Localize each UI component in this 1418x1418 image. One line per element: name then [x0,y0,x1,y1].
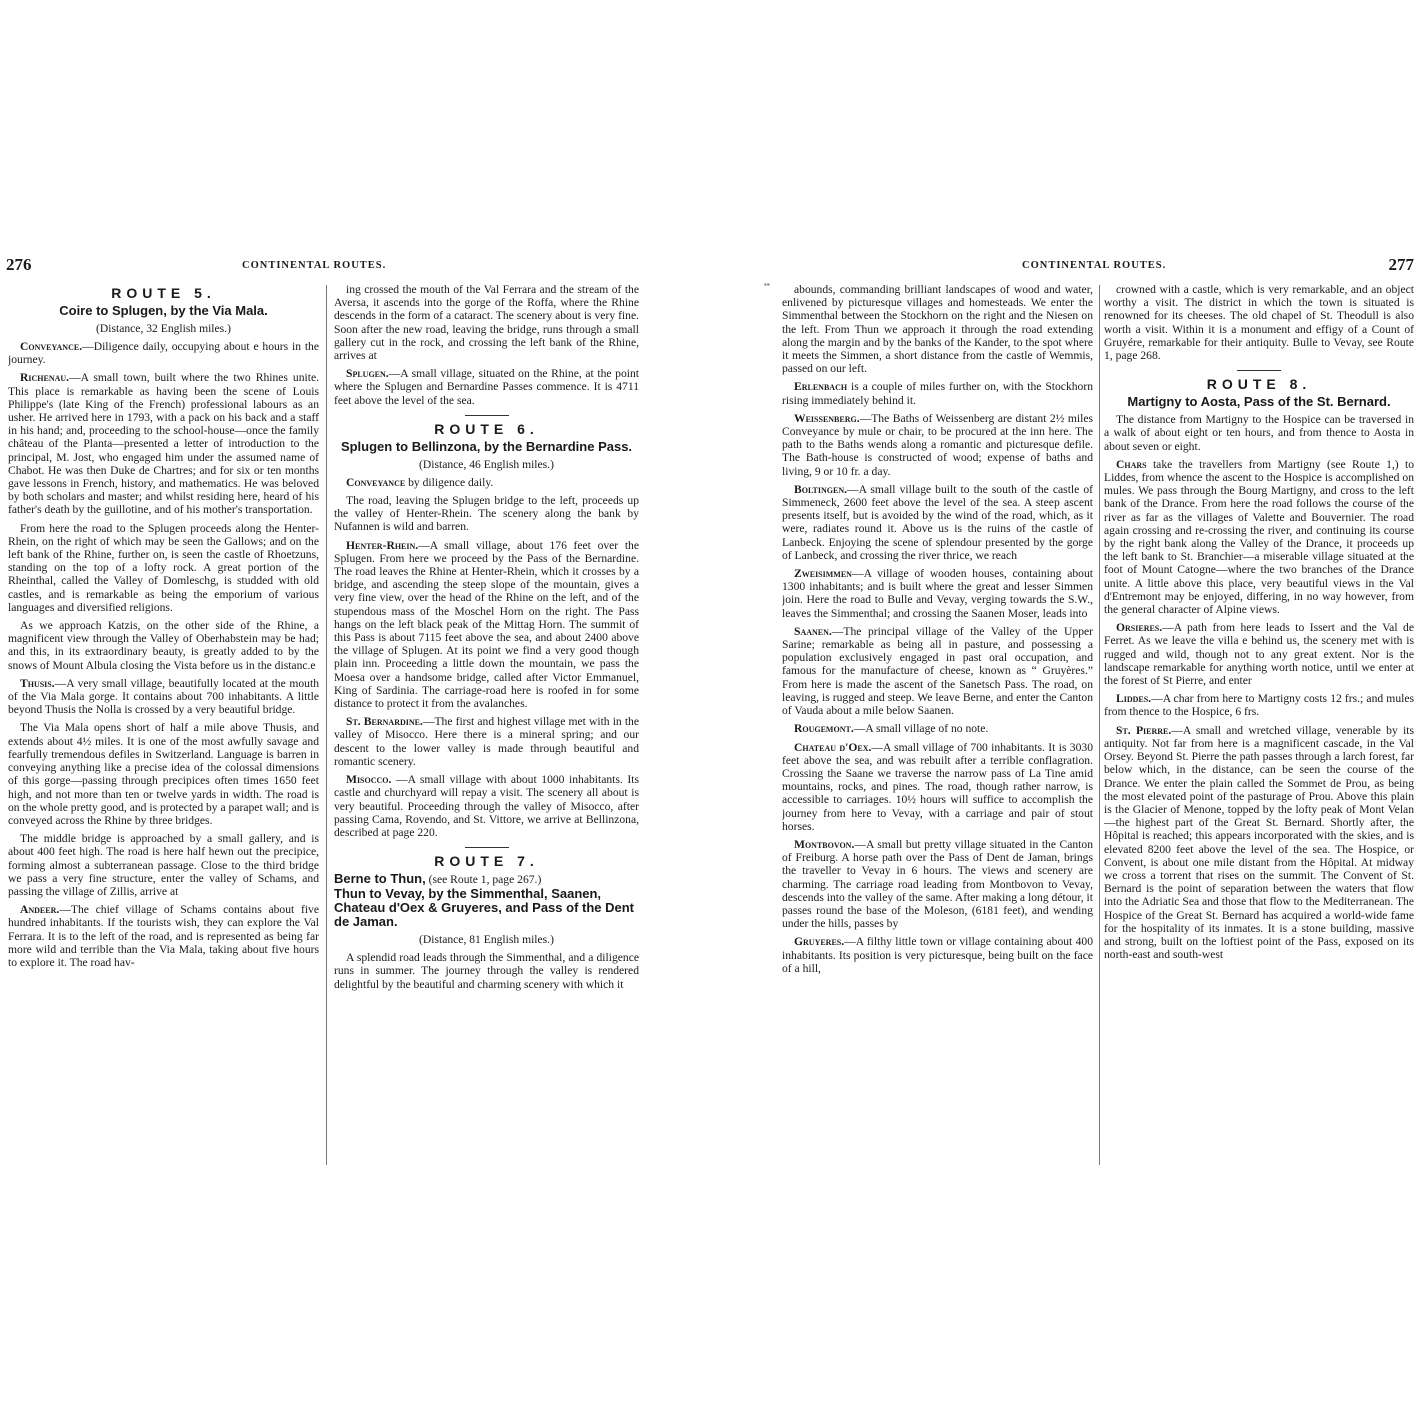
paragraph-text: —A small and wretched village, venerable by its antiquity. Not far from here is a magnificent cascade, in the Val Orsey. Beyond St. Pierre the path passes through a larch forest, far below which, in the distance, can be seen the course of the Drance. We enter the plain called the Sommet de Prou, as being the most elevated point of the pasturage of Prou. Above this plain is the Glacier of Menone, topped by the lofty peak of Mont Velan—the highest part of the Great St. Bernard. Shortly after, the Hôpital is reached; this appears incorporated with the skies, and is elevated 8200 feet above the level of the sea. The Hospice, or Convent, is about one mile distant from the Hôpital. At midway we cross a torrent that rises on the summit. The Convent of St. Bernard is the point of separation between the waters that flow into the Adriatic Sea and those that flow to the Mediterranean. The Hospice of the Great St. Bernard has acquired a world-wide fame for the hospitality of its inmates. It is a stone building, massive and strong, built on the loftiest point of the Pass, exposed on its north-east and south-west [1104,723,1414,962]
paragraph-text: —The principal village of the Valley of the Upper Sarine; remarkable as being all in pasture, and possessing a population exclusively engaged in past oral occupation, and famous for the manufacture of cheese, known as “ Gruyères.” From here is made the ascent of the Sanetsch Pass. The road, on leaving, is rugged and steep. We leave Berne, and enter the Canton of Vauda about a mile below Saanen. [782,624,1093,718]
paragraph-lead: Chars [1116,457,1147,471]
column-1 [8,283,319,1165]
paragraph-text: —A small village, situated on the Rhine, at the point where the Splugen and Bernardine Passes commence. It is 4711 feet above the level of the sea. [334,367,639,407]
paragraph [782,412,1093,478]
route-heading: ROUTE 7. [434,853,539,870]
paragraph-lead: Conveyance. [20,340,83,353]
paragraph [8,721,319,827]
paragraph [334,951,639,991]
column-3-text [782,283,1093,975]
paragraph-text: —A small village of no note. [853,722,989,736]
route-distance: (Distance, 46 English miles.) [419,457,554,471]
paragraph [8,832,319,898]
paragraph-text: —A village of wooden houses, containing about 1300 inhabitants; and is built where the great and lesser Simmen join. Here the road to Bulle and Vevay, verging towards the S.W., leaves the Simmenthal; and crossing the Saanen Moser, leads into [782,567,1093,620]
paragraph [8,619,319,672]
paragraph-text: —A small village, about 176 feet over the Splugen. From here we proceed by the Pass of the Bernardine. The road leaves the Rhine at Henter-Rhein, which it crosses by a bridge, and ascending the steep slope of the mountain, gives a very fine view, over the head of the Rhine on the left, and of the stupendous mass of the Moschel Horn on the right. The Pass hangs on the left black peak of the Mittag Horn. The summit of this Pass is about 7115 feet above the sea, and about 2400 above the village of Splugen. At its point we find a very good though plain inn. Proceeding a little down the mountain, we pass the Moesa over a handsome bridge, called after Victor Emmanuel, King of Sardinia. The carriage-road here is roofed in for some distance to protect it from the avalanches. [334,538,639,711]
paragraph-text: The Via Mala opens short of half a mile above Thusis, and extends about 4½ miles. It is one of the most awfully savage and fearfully tremendous defiles in Switzerland. Language is barren in conveying anything like a precise idea of the colossal dimensions of this gorge—passing through precipices often times 1650 feet high, and not more than ten or twelve yards in width. The road is on the whole pretty good, and is protected by a parapet wall; and is conveyed across the Rhine by three bridges. [8,721,319,827]
paragraph-lead: Chateau d'Oex. [794,740,872,754]
column-4-text-b [1104,413,1414,961]
column-rule [1099,285,1100,1165]
paragraph-lead: Richenau. [20,371,70,385]
paragraph-lead: Erlenbach [794,380,848,394]
column-2 [334,283,639,1165]
paragraph-lead: Rougemont. [794,722,854,736]
paragraph-text: —The Baths of Weissenberg are distant 2½ miles Conveyance by mule or chair, to be procured at the inn here. The path to the Baths wends along a romantic and picturesque defile. The Bath-house is constructed of wood; expense of baths and living, 9 or 10 fr. a day. [782,411,1093,478]
route-distance: (Distance, 81 English miles.) [419,933,554,947]
paragraph [1104,458,1414,616]
paragraph [782,838,1093,930]
paragraph-text: From here the road to the Splugen proceeds along the Henter-Rhein, on the right of which may be seen the Gallows; and on the left bank of the Rhine, further on, is seen the castle of Rhoetzuns, standing on the top of a lofty rock. A great portion of the Rheinthal, called the Valley of Domleschg, is studded with old castles, and is remarkable as being the emporium of various languages and diversified religions. [8,521,319,614]
section-divider [465,847,509,848]
column-3 [782,283,1093,1165]
paragraph-text: abounds, commanding brilliant landscapes of wood and water, enlivened by picturesque villages and homesteads. We enter the Simmenthal between the Stockhorn on the right and the Niesen on the left. From Thun we approach it through the road extending along the margin and by the banks of the Kander, to the spot where it meets the Simmen, a short distance from the castle of Wemmis, passed on our left. [782,283,1093,376]
paragraph [8,522,319,614]
column-2-text-b [334,476,639,839]
paragraph-text: —The chief village of Schams contains about five hundred inhabitants. If the tourists wish, they can explore the Val Ferrara. It is to the left of the road, and is represented as being far more wild and terrible than the Via Mala, taking about five hours to explore it. The road hav- [8,903,319,969]
paragraph-text: —A filthy little town or village containing about 400 inhabitants. Its position is very picturesque, being built on the face of a hill, [782,935,1093,975]
paragraph [1104,621,1414,687]
paragraph-lead: Liddes. [1116,692,1152,706]
page-number: 277 [1388,255,1414,274]
paragraph [782,722,1093,735]
paragraph-lead: Thusis. [20,676,55,690]
paragraph-lead: Boltingen. [794,482,848,496]
paragraph-lead: St. Bernardine. [346,715,423,729]
paragraph-text: —A small but pretty village situated in the Canton of Freiburg. A horse path over the Pass of Dent de Jaman, brings the traveller to Vevay in 6 hours. The views and scenery are charming. The carriage road leading from Montbovon to Vevay, descends into the valley of the same. After making a long détour, it passes round the base of the Moleson, (6181 feet), and wending under the hills, passes by [782,837,1093,931]
paragraph-lead: St. Pierre. [1116,723,1172,737]
paragraph [1104,413,1414,453]
paragraph [334,367,639,407]
paragraph-lead: Zweisimmen [794,567,852,581]
paragraph-lead: Gruyeres. [794,935,845,949]
page-number: 276 [6,255,32,274]
paragraph-text: take the travellers from Martigny (see Route 1,) to Liddes, from whence the ascent to the Hospice is accomplished on mules. We pass through the Bourg Martigny, and cross to the left bank of the Drance. From here the road follows the course of the river as far as the villages of Valette and Bouvernier. The road again crossing and re-crossing the river, and continuing its course by the right bank along the Valley of the Drance, it proceeds up the left bank to St. Branchier—a miserable village situated at the foot of Mount Catogne—where the two branches of the Drance unite. A little above this place, very beautiful views in the Val d'Entremont may be enjoyed, differing, in no way however, from the general character of Alpine views. [1104,457,1414,617]
paragraph-lead: Henter-Rhein. [346,538,419,552]
paragraph-lead: Orsieres. [1116,621,1163,635]
paragraph [782,567,1093,620]
paragraph-text: —A small village of 700 inhabitants. It is 3030 feet above the sea, and was rebuilt after a terrible conflagration. Crossing the Saane we traverse the narrow pass of La Tine amid mountains, rocks, and pines. The road, though rather narrow, is accessible to carriages. 10½ hours will suffice to accomplish the journey from here to Vevay, with a carriage and pair of stout horses. [782,740,1093,833]
paragraph [334,715,639,768]
paragraph [334,476,639,489]
paragraph-text: —A small village with about 1000 inhabitants. Its castle and churchyard will repay a visit. The scenery all about is very beautiful. Proceeding through the valley of Misocco, after passing Cama, Rovendo, and St. Vittore, we arrive at Bellinzona, described at page 220. [334,773,639,839]
paragraph-lead: Conveyance [346,475,406,489]
route-title [334,872,639,929]
column-1-text [8,340,319,969]
paragraph-text: —A small town, built where the two Rhines unite. This place is remarkable as having been the scene of Louis Philippe's (late King of the French) professional labours as an usher. He arrived here in 1793, with a pack on his back and a staff in his hand; and, proceeding to the school-house—once the family château of the Planta—presented a letter of introduction to the principal, M. Jost, who engaged him under the assumed name of Chabot. He was then Duke de Chartres; and for six or ten months gave lessons in French, history, and mathematics. He was beloved by both scholars and master; and whilst residing here, heard of his father's death by the guillotine, and of his mother's transportation. [8,371,319,517]
paragraph-text: —A path from here leads to Issert and the Val de Ferret. As we leave the villa e behind us, the scenery met with is rugged and wild, though not to any great extent. Nor is the landscape remarkable for anything worth notice, until we enter at the forest of St Pierre, and enter [1104,621,1414,688]
route-title: Martigny to Aosta, Pass of the St. Bernard. [1127,394,1391,410]
paragraph-lead: Weissenberg. [794,411,860,425]
paragraph-text: The road, leaving the Splugen bridge to the left, proceeds up the valley of Henter-Rhein. The scenery along the bank by Nufannen is wild and barren. [334,494,639,534]
paragraph [782,483,1093,562]
paragraph-text: is a couple of miles further on, with the Stockhorn rising immediately behind it. [782,380,1093,407]
paragraph-text: —The first and highest village met with in the valley of Misocco. Here there is a mineral spring; and our descent to the lower valley is made through beautiful and romantic scenery. [334,715,639,768]
paragraph [782,935,1093,975]
paragraph-text: by diligence daily. [405,475,494,489]
margin-mark: ▪▪ [764,280,770,289]
paragraph-text: —Diligence daily, occupying about e hours in the journey. [8,340,319,367]
paragraph-text: crowned with a castle, which is very remarkable, and an object worthy a visit. The district in which the town is situated is renowned for its cheeses. The old chapel of St. Theodull is also worth a visit. Within it is a monument and effigy of a Count of Gruyére, remarkable for their antiquity. Bulle to Vevay, see Route 1, page 268. [1104,283,1414,363]
paragraph-text: —A char from here to Martigny costs 12 frs.; and mules from thence to the Hospice, 6 frs. [1104,692,1414,719]
paragraph-text: A splendid road leads through the Simmenthal, and a diligence runs in summer. The journey through the valley is rendered delightful by the beautiful and charming scenery with which it [334,951,639,991]
paragraph [1104,724,1414,962]
paragraph [782,380,1093,406]
paragraph-lead: Montbovon. [794,837,855,851]
paragraph [8,371,319,516]
paragraph [1104,283,1414,362]
route-title: Coire to Splugen, by the Via Mala. [59,303,268,318]
section-divider [1237,370,1281,371]
paragraph-text: The distance from Martigny to the Hospice can be traversed in a walk of about eight or ten hours, and from thence to Aosta in about seven or eight. [1104,413,1414,453]
route-title-lead: Berne to Thun, [334,871,426,887]
paragraph-lead: Splugen. [346,367,389,381]
route-title-ref: (see Route 1, page 267.) [425,873,542,887]
route-heading: ROUTE 5. [111,285,216,301]
paragraph [8,677,319,717]
paragraph [334,773,639,839]
column-4-text-a [1104,283,1414,362]
paragraph-lead: Saanen. [794,624,832,638]
route-heading: ROUTE 6. [434,420,539,437]
paragraph-lead: Andeer. [20,903,60,917]
right-running-head [782,255,1414,275]
paragraph [782,741,1093,833]
paragraph-lead: Misocco. [346,773,392,787]
paragraph [8,903,319,969]
paragraph-text: As we approach Katzis, on the other side of the Rhine, a magnificent view through the Valley of Oberhabstein may be had; and this, in its extraordinary beauty, is greatly added to by the snows of Mount Albula closing the Vista before us in the distanc.e [8,619,319,672]
paragraph-text: ing crossed the mouth of the Val Ferrara and the stream of the Aversa, it ascends into the gorge of the Roffa, where the Rhine descends in the form of a cataract. The scenery about is very fine. Soon after the new road, leaving the bridge, runs through a small gallery cut in the rock, and crossing the left bank of the Rhine, arrives at [334,283,639,363]
column-4 [1104,283,1414,1165]
paragraph-text: —A very small village, beautifully located at the mouth of the Via Mala gorge. It contains about 700 inhabitants. A little beyond Thusis the Nolla is crossed by a very beautiful bridge. [8,676,319,717]
paragraph-text: The middle bridge is approached by a small gallery, and is about 400 feet high. The road is here half hewn out the precipice, forming almost a subterranean passage. Close to the third bridge we pass a very fine structure, enter the valley of Schams, and passing the village of Zillis, arrive at [8,832,319,898]
paragraph [782,625,1093,717]
route-title-rest: Thun to Vevay, by the Simmenthal, Saanen, Chateau d'Oex & Gruyeres, and Pass of the Dent de Jaman. [334,886,635,930]
route-title: Splugen to Bellinzona, by the Bernardine Pass. [340,438,633,454]
column-2-text-c [334,951,639,991]
paragraph-text: —A small village built to the south of the castle of Simmeneck, 2600 feet above the level of the sea. A steep ascent presents itself, but is avoided by the wind of the road, which, as it were, radiates round it. Above us is the ruins of the castle of Lanbeck. Enjoying the scene of splendour presented by the gorge of Lanbeck, and crossing the river thrice, we reach [782,482,1093,562]
right-page [782,255,1414,1165]
paragraph [1104,692,1414,718]
column-rule [326,285,327,1165]
paragraph [782,283,1093,375]
column-2-text-a [334,283,639,407]
section-divider [465,415,509,416]
left-running-head [6,255,638,275]
route-distance: (Distance, 32 English miles.) [96,322,231,335]
left-page [6,255,638,1165]
running-title: CONTINENTAL ROUTES. [242,260,387,271]
paragraph [334,283,639,362]
paragraph [334,539,639,711]
running-title: CONTINENTAL ROUTES. [1022,260,1167,271]
paragraph [334,494,639,534]
route-heading: ROUTE 8. [1206,376,1312,393]
paragraph [8,340,319,366]
